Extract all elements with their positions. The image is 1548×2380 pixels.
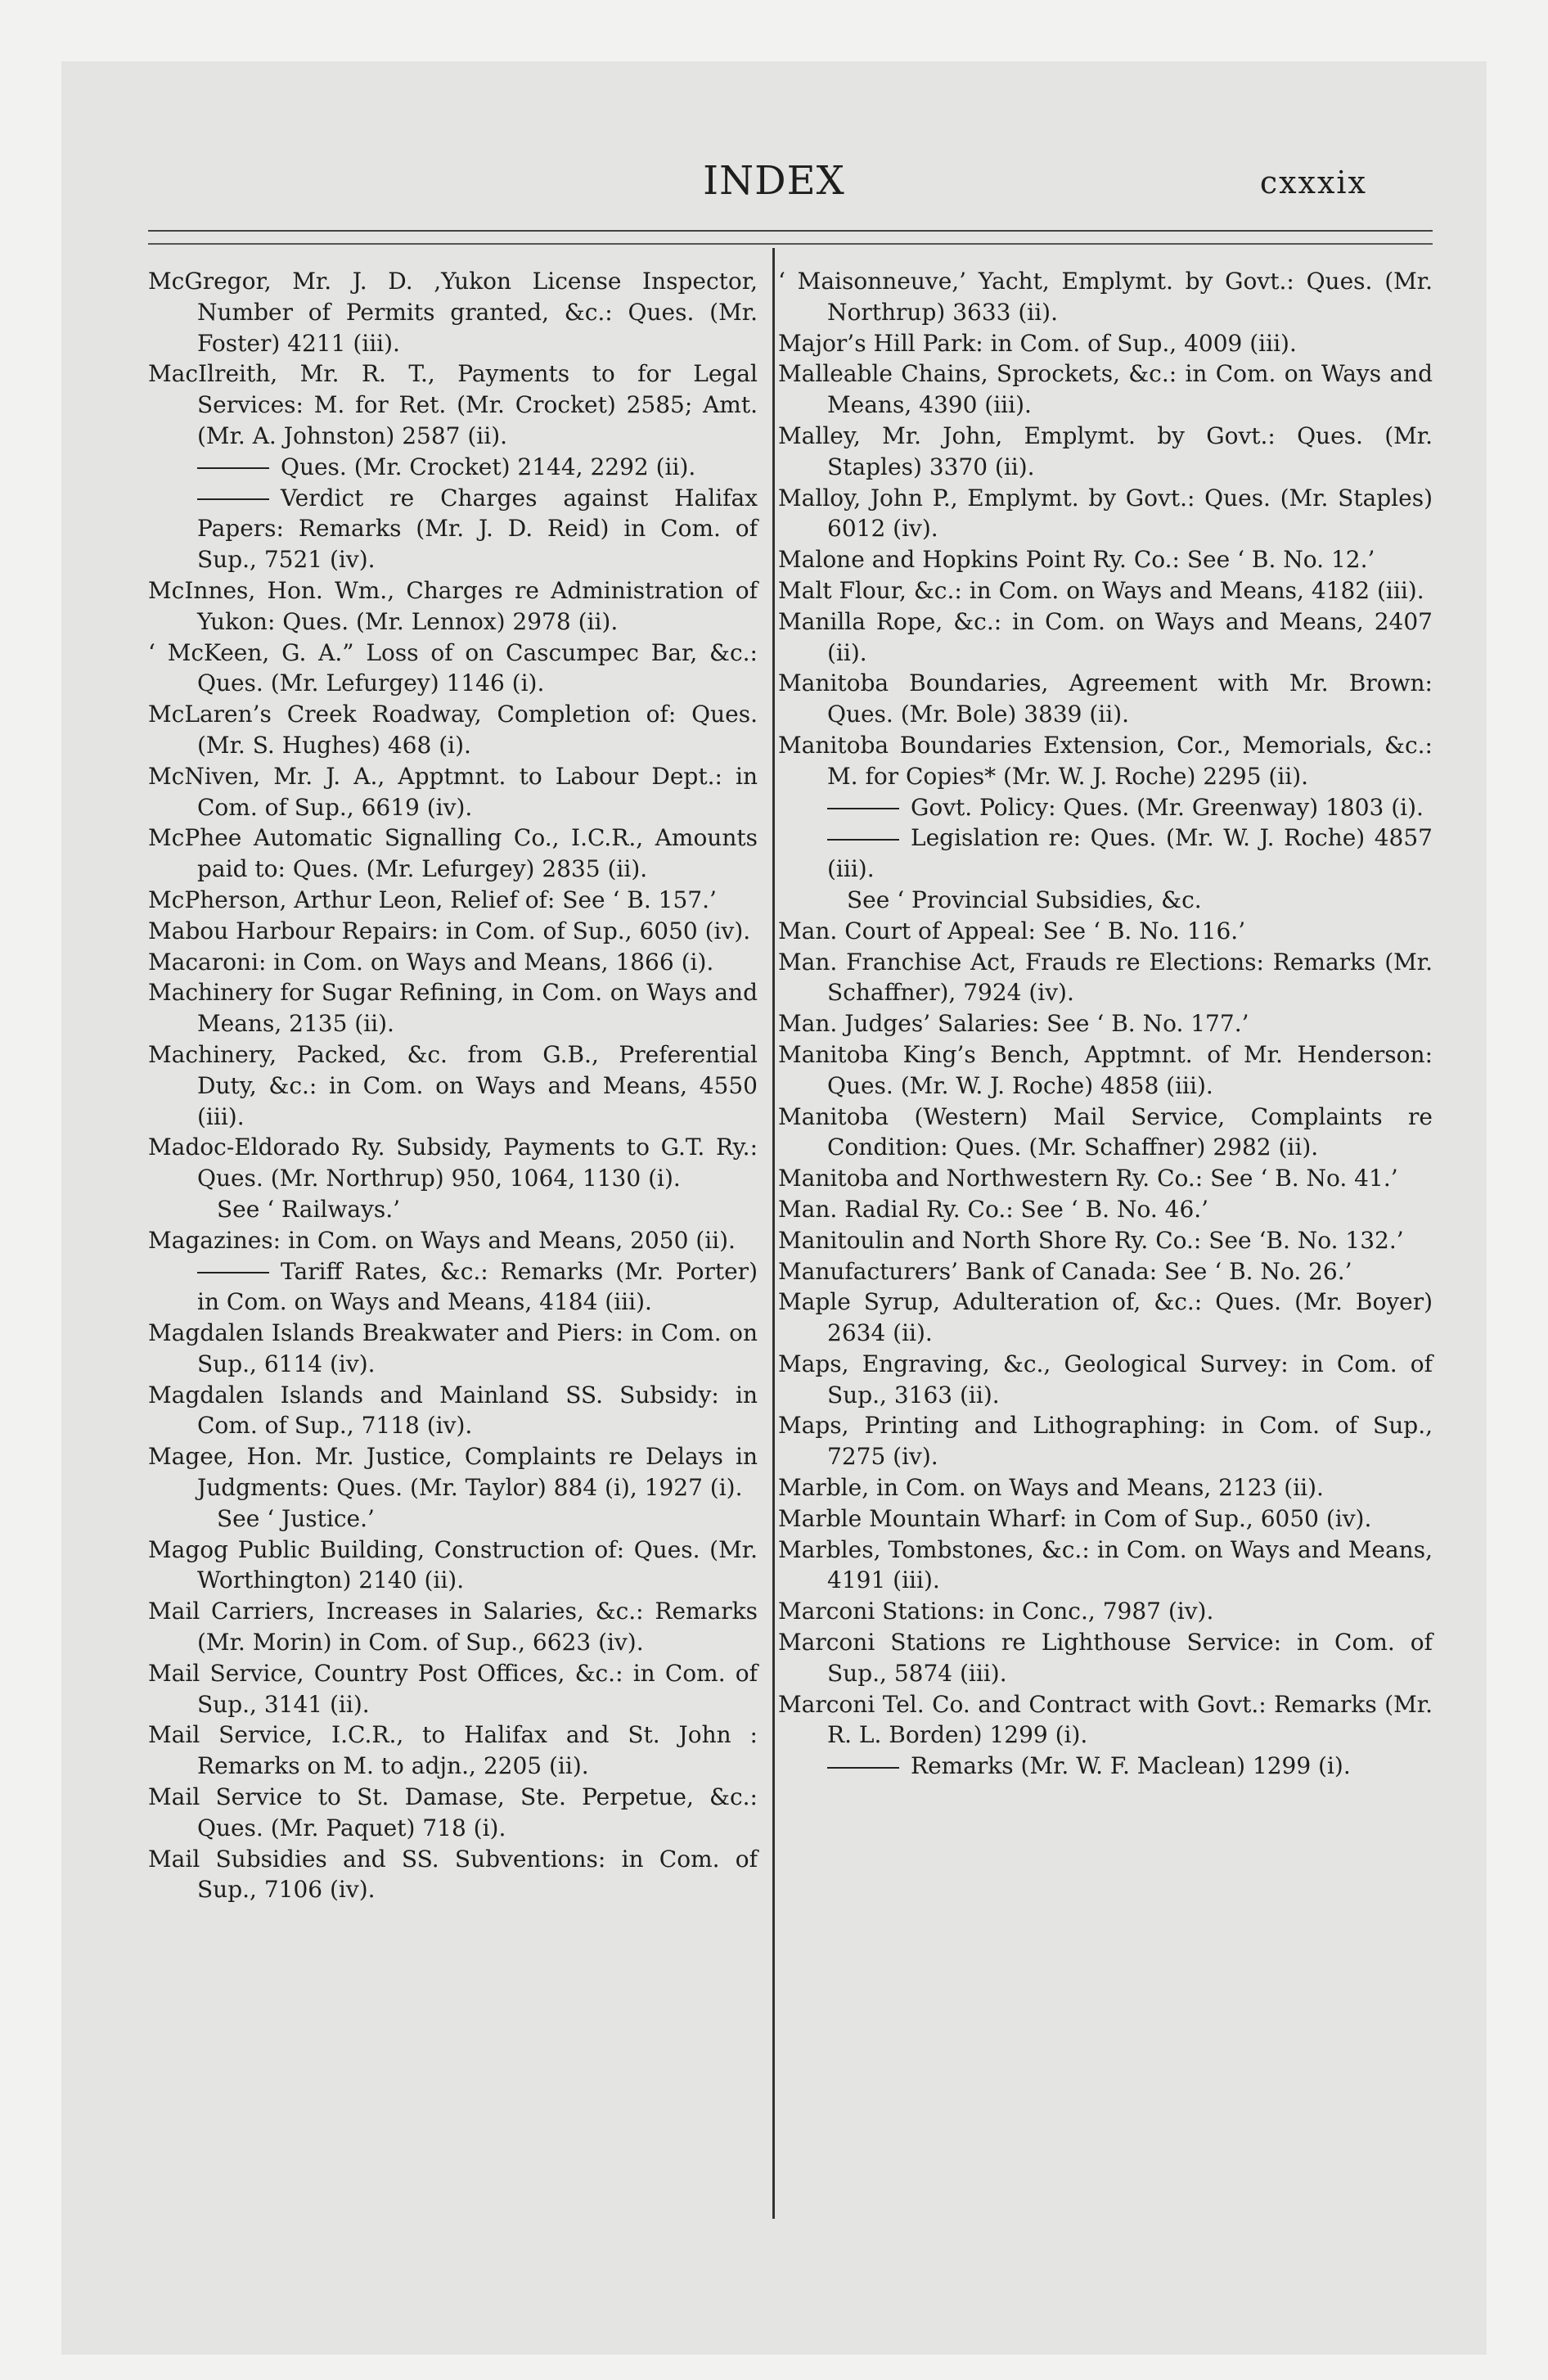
- entry-text: Magog Public Building, Construction of: Ques. (Mr. Worthington) 2140 (ii).: [148, 1535, 758, 1594]
- index-entry: [148, 977, 758, 1039]
- page-header: [61, 158, 1487, 207]
- entry-text: Marconi Tel. Co. and Contract with Govt.: Remarks (Mr. R. L. Borden) 1299 (i).: [778, 1690, 1433, 1749]
- index-entry: [778, 1194, 1433, 1225]
- index-entry: [148, 1318, 758, 1380]
- index-entry: [148, 1720, 758, 1782]
- entry-text: Magdalen Islands and Mainland SS. Subsidy: in Com. of Sup., 7118 (iv).: [148, 1381, 758, 1440]
- right-column: [778, 266, 1433, 1782]
- header-rule-top: [148, 230, 1433, 232]
- entry-text: See ‘ Provincial Subsidies, &c.: [847, 886, 1202, 913]
- ditto-dash: [197, 498, 269, 500]
- index-entry: [778, 1163, 1433, 1194]
- entry-text: Manilla Rope, &c.: in Com. on Ways and Means, 2407 (ii).: [778, 607, 1433, 666]
- index-entry: [778, 1596, 1433, 1627]
- entry-text: Magazines: in Com. on Ways and Means, 2050 (ii).: [148, 1226, 736, 1254]
- entry-text: Verdict re Charges against Halifax Papers: Remarks (Mr. J. D. Reid) in Com. of Sup., 7521 (iv).: [197, 484, 758, 574]
- entry-text: Marble Mountain Wharf: in Com of Sup., 6050 (iv).: [778, 1504, 1372, 1532]
- index-subentry: [148, 483, 758, 575]
- entry-text: Marble, in Com. on Ways and Means, 2123 (ii).: [778, 1474, 1324, 1502]
- entry-text: Mail Carriers, Increases in Salaries, &c.: Remarks (Mr. Morin) in Com. of Sup., 6623 (iv).: [148, 1598, 758, 1657]
- page-title: INDEX: [703, 158, 845, 204]
- index-entry: [148, 947, 758, 978]
- entry-text: Legislation re: Ques. (Mr. W. J. Roche) 4857 (iii).: [827, 824, 1433, 883]
- index-entry: [148, 1782, 758, 1844]
- index-entry: [778, 606, 1433, 669]
- index-entry: [778, 483, 1433, 545]
- index-subentry: [778, 792, 1433, 823]
- entry-text: Machinery, Packed, &c. from G.B., Preferential Duty, &c.: in Com. on Ways and Means, 4550 (iii).: [148, 1040, 758, 1130]
- index-entry: [778, 1039, 1433, 1102]
- entry-text: Mail Service, Country Post Offices, &c.: in Com. of Sup., 3141 (ii).: [148, 1659, 758, 1718]
- index-entry: [778, 1225, 1433, 1256]
- entry-text: Malloy, John P., Emplymt. by Govt.: Ques. (Mr. Staples) 6012 (iv).: [778, 484, 1433, 543]
- entry-text: Malt Flour, &c.: in Com. on Ways and Means, 4182 (iii).: [778, 576, 1424, 604]
- index-entry: [148, 1039, 758, 1132]
- entry-text: Mabou Harbour Repairs: in Com. of Sup., 6050 (iv).: [148, 917, 751, 944]
- entry-text: Maps, Printing and Lithographing: in Com. of Sup., 7275 (iv).: [778, 1412, 1433, 1471]
- entry-text: McInnes, Hon. Wm., Charges re Administration of Yukon: Ques. (Mr. Lennox) 2978 (ii).: [148, 576, 758, 635]
- page-number: cxxxix: [1259, 165, 1367, 201]
- entry-text: Madoc-Eldorado Ry. Subsidy, Payments to G.T. Ry.: Ques. (Mr. Northrup) 950, 1064, 1130 (i).: [148, 1134, 758, 1192]
- index-entry: [148, 1225, 758, 1256]
- entry-text: Man. Radial Ry. Co.: See ‘ B. No. 46.’: [778, 1195, 1209, 1223]
- entry-text: Macaroni: in Com. on Ways and Means, 1866 (i).: [148, 948, 714, 976]
- index-entry: [778, 1503, 1433, 1535]
- entry-text: See ‘ Justice.’: [217, 1504, 375, 1532]
- left-column: [148, 266, 758, 1905]
- index-entry: [148, 761, 758, 823]
- entry-text: Remarks (Mr. W. F. Maclean) 1299 (i).: [911, 1752, 1351, 1780]
- entry-text: Manitoba King’s Bench, Apptmnt. of Mr. Henderson: Ques. (Mr. W. J. Roche) 4858 (iii).: [778, 1040, 1433, 1099]
- index-entry: [148, 1441, 758, 1503]
- entry-text: Govt. Policy: Ques. (Mr. Greenway) 1803 (i).: [911, 793, 1424, 821]
- index-entry: [778, 1349, 1433, 1411]
- entry-text: Tariff Rates, &c.: Remarks (Mr. Porter) in Com. on Ways and Means, 4184 (iii).: [197, 1257, 758, 1316]
- index-entry: [778, 544, 1433, 575]
- scanned-page: [61, 61, 1487, 2355]
- index-subentry: [778, 823, 1433, 885]
- ditto-dash: [197, 1272, 269, 1273]
- index-entry: [778, 730, 1433, 792]
- index-entry: [148, 358, 758, 451]
- index-entry: [778, 266, 1433, 328]
- entry-text: Maps, Engraving, &c., Geological Survey: in Com. of Sup., 3163 (ii).: [778, 1350, 1433, 1409]
- entry-text: Ques. (Mr. Crocket) 2144, 2292 (ii).: [281, 453, 696, 480]
- entry-text: See ‘ Railways.’: [217, 1195, 400, 1223]
- entry-text: Manitoulin and North Shore Ry. Co.: See ‘B. No. 132.’: [778, 1226, 1404, 1254]
- index-entry: [778, 947, 1433, 1009]
- index-entry: [148, 1535, 758, 1597]
- index-entry: [148, 638, 758, 700]
- index-entry: [148, 1658, 758, 1720]
- index-entry: [778, 421, 1433, 483]
- entry-text: Magee, Hon. Mr. Justice, Complaints re Delays in Judgments: Ques. (Mr. Taylor) 884 (i), 1927 (i).: [148, 1443, 758, 1502]
- entry-text: Marconi Stations: in Conc., 7987 (iv).: [778, 1598, 1214, 1625]
- index-entry: [778, 1410, 1433, 1472]
- entry-text: Manufacturers’ Bank of Canada: See ‘ B. No. 26.’: [778, 1257, 1352, 1285]
- index-entry: [778, 1256, 1433, 1287]
- ditto-dash: [827, 808, 899, 809]
- index-entry: [148, 575, 758, 638]
- entry-text: McNiven, Mr. J. A., Apptmnt. to Labour Dept.: in Com. of Sup., 6619 (iv).: [148, 762, 758, 821]
- entry-text: Manitoba Boundaries, Agreement with Mr. Brown: Ques. (Mr. Bole) 3839 (ii).: [778, 669, 1433, 728]
- ditto-dash: [827, 1767, 899, 1769]
- index-entry: [148, 916, 758, 947]
- index-entry: [148, 823, 758, 885]
- index-entry: [778, 668, 1433, 730]
- index-see-reference: [778, 885, 1433, 916]
- entry-text: Machinery for Sugar Refining, in Com. on Ways and Means, 2135 (ii).: [148, 979, 758, 1038]
- index-entry: [148, 1596, 758, 1658]
- entry-text: Malone and Hopkins Point Ry. Co.: See ‘ B. No. 12.’: [778, 546, 1375, 574]
- index-see-reference: [148, 1503, 758, 1535]
- entry-text: McGregor, Mr. J. D. ,Yukon License Inspector, Number of Permits granted, &c.: Ques. (Mr. Foster) 4211 (iii).: [148, 268, 758, 357]
- index-subentry: [148, 1256, 758, 1318]
- index-subentry: [778, 1751, 1433, 1782]
- entry-text: Maple Syrup, Adulteration of, &c.: Ques. (Mr. Boyer) 2634 (ii).: [778, 1288, 1433, 1347]
- ditto-dash: [827, 839, 899, 841]
- index-entry: [778, 1689, 1433, 1751]
- index-see-reference: [148, 1194, 758, 1225]
- index-entry: [148, 1844, 758, 1906]
- entry-text: Man. Court of Appeal: See ‘ B. No. 116.’: [778, 917, 1246, 944]
- index-entry: [778, 1627, 1433, 1689]
- index-entry: [778, 328, 1433, 359]
- index-entry: [778, 1287, 1433, 1349]
- entry-text: McPherson, Arthur Leon, Relief of: See ‘ B. 157.’: [148, 886, 717, 913]
- entry-text: MacIlreith, Mr. R. T., Payments to for Legal Services: M. for Ret. (Mr. Crocket) 2585; Amt. (Mr. A. Johnston) 2587 (ii).: [148, 360, 758, 449]
- entry-text: Mail Service to St. Damase, Ste. Perpetue, &c.: Ques. (Mr. Paquet) 718 (i).: [148, 1783, 758, 1841]
- entry-text: ‘ McKeen, G. A.” Loss of on Cascumpec Bar, &c.: Ques. (Mr. Lefurgey) 1146 (i).: [148, 638, 758, 697]
- entry-text: Mail Subsidies and SS. Subventions: in Com. of Sup., 7106 (iv).: [148, 1845, 758, 1904]
- index-entry: [148, 266, 758, 358]
- index-entry: [778, 1102, 1433, 1164]
- column-divider: [772, 248, 775, 2219]
- index-entry: [778, 358, 1433, 421]
- index-entry: [778, 1472, 1433, 1503]
- entry-text: Magdalen Islands Breakwater and Piers: in Com. on Sup., 6114 (iv).: [148, 1319, 758, 1377]
- ditto-dash: [197, 467, 269, 469]
- header-rule-bottom: [148, 243, 1433, 245]
- entry-text: Mail Service, I.C.R., to Halifax and St. John : Remarks on M. to adjn., 2205 (ii).: [148, 1721, 758, 1780]
- entry-text: McPhee Automatic Signalling Co., I.C.R., Amounts paid to: Ques. (Mr. Lefurgey) 2835 (ii).: [148, 824, 758, 883]
- index-subentry: [148, 452, 758, 483]
- entry-text: Manitoba Boundaries Extension, Cor., Memorials, &c.: M. for Copies* (Mr. W. J. Roche) 2295 (ii).: [778, 731, 1433, 790]
- entry-text: Marconi Stations re Lighthouse Service: in Com. of Sup., 5874 (iii).: [778, 1629, 1433, 1687]
- entry-text: Malleable Chains, Sprockets, &c.: in Com. on Ways and Means, 4390 (iii).: [778, 360, 1433, 419]
- index-entry: [778, 916, 1433, 947]
- entry-text: Marbles, Tombstones, &c.: in Com. on Ways and Means, 4191 (iii).: [778, 1535, 1433, 1594]
- entry-text: Man. Judges’ Salaries: See ‘ B. No. 177.’: [778, 1010, 1249, 1038]
- index-entry: [778, 575, 1433, 606]
- entry-text: Manitoba and Northwestern Ry. Co.: See ‘ B. No. 41.’: [778, 1165, 1398, 1192]
- entry-text: Manitoba (Western) Mail Service, Complaints re Condition: Ques. (Mr. Schaffner) 2982 (ii).: [778, 1102, 1433, 1161]
- entry-text: Man. Franchise Act, Frauds re Elections: Remarks (Mr. Schaffner), 7924 (iv).: [778, 948, 1433, 1007]
- index-entry: [778, 1008, 1433, 1039]
- index-entry: [148, 885, 758, 916]
- entry-text: ‘ Maisonneuve,’ Yacht, Emplymt. by Govt.: Ques. (Mr. Northrup) 3633 (ii).: [778, 268, 1433, 326]
- index-entry: [148, 1380, 758, 1442]
- entry-text: McLaren’s Creek Roadway, Completion of: Ques. (Mr. S. Hughes) 468 (i).: [148, 701, 758, 759]
- index-entry: [778, 1535, 1433, 1597]
- entry-text: Major’s Hill Park: in Com. of Sup., 4009 (iii).: [778, 329, 1297, 357]
- entry-text: Malley, Mr. John, Emplymt. by Govt.: Ques. (Mr. Staples) 3370 (ii).: [778, 421, 1433, 480]
- index-entry: [148, 1132, 758, 1194]
- index-entry: [148, 699, 758, 761]
